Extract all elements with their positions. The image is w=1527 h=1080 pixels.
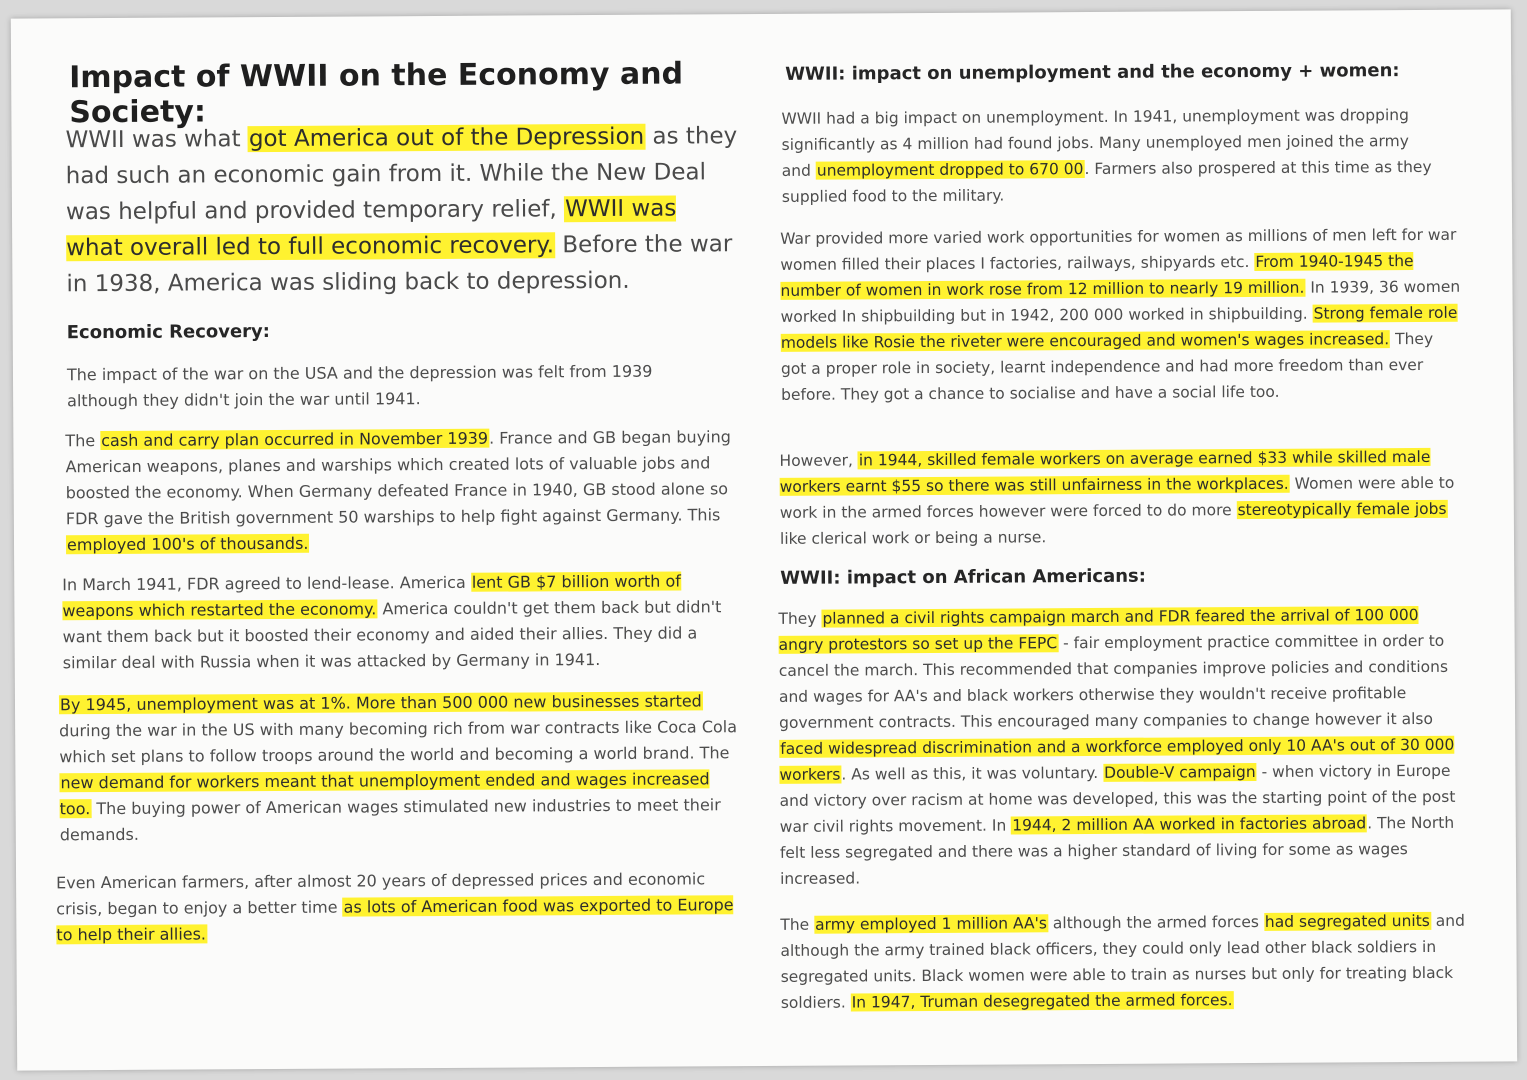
highlighted-text: In 1947, Truman desegregated the armed forces.	[851, 991, 1233, 1012]
highlighted-text: From 1940-1945 the number of women in work rose from 12 million to nearly 19 million.	[780, 252, 1414, 300]
text-run: . France and GB began buying American weapons, planes and warships which created lots of valuable jobs and boosted the economy. When Germany defeated France in 1940, GB stood alone so FDR gave the British government 50 warships to help fight against Germany. This	[65, 427, 731, 529]
text-run: Women were able to work in the armed forces however were forced to do more	[779, 473, 1455, 522]
right-column	[775, 10, 1465, 1012]
unemployment-women-heading: WWII: impact on unemployment and the economy + women:	[785, 60, 1400, 85]
highlighted-text: new demand for workers meant that unemployment ended and wages increased too.	[59, 769, 710, 819]
highlighted-text: lent GB $7 billion worth of weapons which restarted the economy.	[62, 571, 681, 621]
african-americans-heading: WWII: impact on African Americans:	[780, 565, 1147, 589]
highlighted-text: stereotypically female jobs	[1237, 499, 1447, 520]
text-run: The	[65, 431, 101, 451]
text-run: although the armed forces	[1047, 912, 1264, 933]
document-page	[11, 9, 1517, 1070]
text-run: and although the army trained black officers, they could only lead other black soldiers in segregated units. Black women were able to train as nurses but only for treating black soldiers.	[780, 911, 1465, 1012]
text-run: as they had such an economic gain from it. While the New Deal was helpful and provided temporary relief,	[65, 123, 738, 226]
highlighted-text: Strong female role models like Rosie the riveter were encouraged and women's wages increased.	[780, 303, 1458, 352]
paragraph-women-work	[780, 222, 1461, 408]
highlighted-text: 1944, 2 million AA worked in factories abroad	[1012, 814, 1367, 835]
text-run: Before the war in 1938, America was sliding back to depression.	[66, 231, 733, 298]
text-run: War provided more varied work opportunities for women as millions of men left for war women filled their places I factories, railways, shipyards etc.	[780, 225, 1457, 274]
paragraph-1939-impact: The impact of the war on the USA and the depression was felt from 1939 although they didn't join the war until 1941.	[66, 361, 653, 411]
highlighted-text: planned a civil rights campaign march and FDR feared the arrival of 100 000 angry protestors so set up the FEPC	[778, 606, 1419, 654]
paragraph-cash-and-carry	[65, 424, 746, 558]
highlighted-text: By 1945, unemployment was at 1%. More than 500 000 new businesses started	[59, 691, 702, 715]
paragraph-farmers	[56, 866, 746, 948]
highlighted-text: in 1944, skilled female workers on average earned $33 while skilled male workers earnt $55 so there was still unfairness in the workplaces.	[779, 447, 1431, 496]
intro-paragraph	[65, 118, 738, 302]
highlighted-text: WWII was what overall led to full economic recovery.	[66, 195, 677, 262]
text-run: . As well as this, it was voluntary.	[841, 763, 1104, 784]
highlighted-text: unemployment dropped to 670 00	[816, 160, 1084, 180]
paragraph-unemployment-1945	[59, 688, 744, 848]
highlighted-text: cash and carry plan occurred in November 1939	[101, 428, 489, 451]
economic-recovery-heading: Economic Recovery:	[66, 321, 271, 344]
text-run: during the war in the US with many becoming rich from war contracts like Coca Cola which set plans to follow troops around the world and becoming a world brand. The	[59, 717, 738, 767]
text-run: WWII was what	[65, 126, 248, 154]
text-run: . The North felt less segregated and there was a higher standard of living for some as wages increased.	[779, 813, 1455, 888]
paragraph-unemployment	[781, 102, 1442, 210]
highlighted-text: army employed 1 million AA's	[815, 914, 1048, 934]
page-title: Impact of WWII on the Economy and Society:	[69, 56, 684, 131]
paragraph-lend-lease	[62, 568, 745, 676]
left-column	[56, 14, 749, 945]
highlighted-text: employed 100's of thousands.	[66, 533, 309, 555]
text-run: In 1939, 36 women worked In shipbuilding but in 1942, 200 000 worked in shipbuilding.	[780, 277, 1461, 326]
text-run: The buying power of American wages stimulated new industries to meet their demands.	[59, 795, 721, 845]
text-run: . Farmers also prospered at this time as they supplied food to the military.	[781, 157, 1432, 206]
highlighted-text: faced widespread discrimination and a workforce employed only 10 AA's out of 30 000 workers	[779, 735, 1455, 784]
paragraph-civil-rights	[778, 602, 1464, 892]
text-run: However,	[779, 451, 858, 470]
highlighted-text: as lots of American food was exported to Europe to help their allies.	[56, 895, 734, 945]
highlighted-text: had segregated units	[1264, 911, 1430, 931]
text-run: In March 1941, FDR agreed to lend-lease. America	[62, 572, 471, 595]
text-run: - fair employment practice committee in order to cancel the march. This recommended that companies improve policies and conditions and wages for AA's and black workers otherwise they wouldn't receive profitable government contracts. This encouraged many companies to change however it also	[778, 631, 1449, 732]
text-run: WWII had a big impact on unemployment. In 1941, unemployment was dropping significantly as 4 million had found jobs. Many unemployed men joined the army and	[781, 106, 1409, 180]
text-run: Even American farmers, after almost 20 years of depressed prices and economic crisis, began to enjoy a better time	[56, 869, 706, 919]
text-run: They got a proper role in society, learnt independence and had more freedom than ever before. They got a chance to socialise and have a social life too.	[780, 329, 1434, 404]
text-run: - when victory in Europe and victory over racism at home was developed, this was the starting point of the post war civil rights movement. In	[779, 761, 1456, 836]
highlighted-text: Double-V campaign	[1104, 763, 1256, 782]
text-run: like clerical work or being a nurse.	[779, 528, 1047, 548]
paragraph-army	[780, 908, 1467, 1016]
paragraph-wage-gap	[779, 444, 1460, 552]
text-run: They	[778, 609, 822, 628]
text-run: America couldn't get them back but didn't want them back but it boosted their economy and aided their allies. They did a similar deal with Russia when it was attacked by Germany in 1941.	[62, 597, 722, 673]
highlighted-text: got America out of the Depression	[248, 123, 645, 153]
text-run: The	[780, 915, 815, 934]
